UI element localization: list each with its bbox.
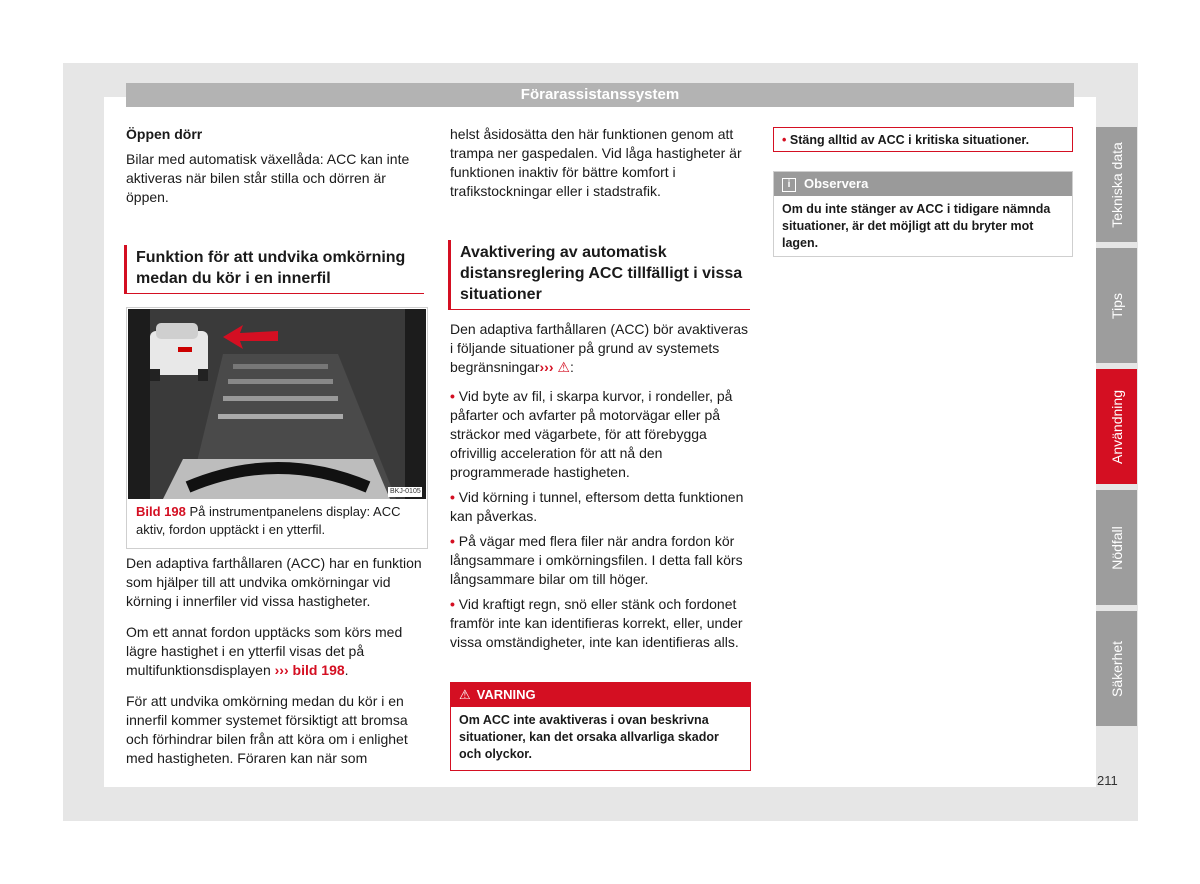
car-icon (150, 323, 208, 381)
display-illustration (128, 309, 426, 499)
warning-text: Om ACC inte avaktiveras i ovan beskrivna situationer, kan det orsaka allvarliga skador och olyckor. (459, 713, 719, 761)
critical-note (773, 127, 1073, 152)
list-item: • Vid byte av fil, i skarpa kurvor, i rondeller, på påfarter och avfarter på motorvägar eller på sträckor med vägarbete, för att förebygga ofrivillig acceleration för att nå den programmerade hastigheten. (450, 388, 733, 480)
figure-ref-link[interactable]: bild 198 (292, 662, 345, 678)
page-title: Förarassistanssystem (126, 83, 1074, 107)
arrow-ref-icon: ››› (539, 359, 554, 375)
warning-header (451, 683, 750, 707)
note-header (774, 172, 1072, 196)
column-1 (126, 125, 426, 219)
text: Den adaptiva farthållaren (ACC) bör avaktiveras i följande situationer på grund av systemets begränsningar (450, 321, 749, 375)
subheading-open-door: Öppen dörr (126, 126, 203, 142)
warning-triangle-icon: ⚠ (557, 359, 570, 375)
figure-caption-text: På instrumentpanelens display: ACC aktiv, fordon upptäckt i en ytterfil. (136, 504, 401, 537)
text: Om ett annat fordon upptäcks som körs med lägre hastighet i en ytterfil visas det på multifunktionsdisplayen (126, 624, 403, 678)
tab-tekniska-data[interactable]: Tekniska data (1096, 127, 1137, 242)
tab-anvandning[interactable]: Användning (1096, 369, 1137, 484)
image-code: BKJ-0105 (390, 488, 421, 495)
section-title: Funktion för att undvika omkörning medan du kör i en innerfil (124, 245, 424, 294)
text: : (569, 359, 574, 375)
list-item: • Vid kraftigt regn, snö eller stänk och fordonet framför inte kan identifieras korrekt, eller, under vissa omständigheter, inte kan identifieras alls. (450, 596, 743, 650)
bullet-icon: • (782, 133, 787, 147)
list-item: • På vägar med flera filer när andra fordon kör långsammare i omkörningsfilen. I detta fall körs långsammare bilar om till höger. (450, 533, 743, 587)
column-2 (450, 125, 750, 213)
text: . (344, 662, 349, 678)
paragraph (126, 623, 426, 680)
tab-tips[interactable]: Tips (1096, 248, 1137, 363)
paragraph: Bilar med automatisk växellåda: ACC kan inte aktiveras när bilen står stilla och dörren är öppen. (126, 151, 410, 205)
figure-caption (136, 503, 421, 539)
column-1-lower (126, 554, 426, 780)
paragraph (450, 320, 750, 377)
warning-box (450, 682, 751, 771)
info-icon: i (782, 178, 796, 192)
figure-label: Bild 198 (136, 504, 186, 519)
paragraph: helst åsidosätta den här funktionen genom att trampa ner gaspedalen. Vid låga hastigheter är funktionen inaktiv för bättre komfort i trafikstockningar eller i stadstrafik. (450, 126, 742, 199)
tab-sakerhet[interactable]: Säkerhet (1096, 611, 1137, 726)
note-title: Observera (804, 176, 869, 191)
section-heading-2 (448, 240, 750, 310)
paragraph: För att undvika omkörning medan du kör i en innerfil kommer systemet försiktigt att bromsa och förhindrar bilen från att köra om i enlighet med hastigheten. Föraren kan när som (126, 693, 408, 766)
list-item: • Vid körning i tunnel, eftersom detta funktionen kan påverkas. (450, 489, 744, 524)
note-text: Om du inte stänger av ACC i tidigare nämnda situationer, är det möjligt att du bryter mot lagen. (782, 202, 1051, 250)
page-number: 211 (1097, 773, 1118, 788)
dashboard-display-image (128, 309, 426, 499)
section-heading-1 (124, 245, 424, 294)
figure-198 (126, 307, 428, 549)
paragraph: Den adaptiva farthållaren (ACC) har en funktion som hjälper till att undvika omkörningar vid körning i innerfiler vid vissa hastigheter. (126, 555, 422, 609)
note-box (773, 171, 1073, 257)
section-title: Avaktivering av automatisk distansreglering ACC tillfälligt i vissa situationer (448, 240, 750, 310)
warning-triangle-icon: ⚠ (459, 687, 471, 702)
column-2-lower (450, 320, 750, 658)
warning-title: VARNING (476, 687, 536, 702)
tab-nodfall[interactable]: Nödfall (1096, 490, 1137, 605)
arrow-ref-icon: ››› (274, 662, 289, 678)
critical-text: Stäng alltid av ACC i kritiska situationer. (789, 133, 1030, 147)
